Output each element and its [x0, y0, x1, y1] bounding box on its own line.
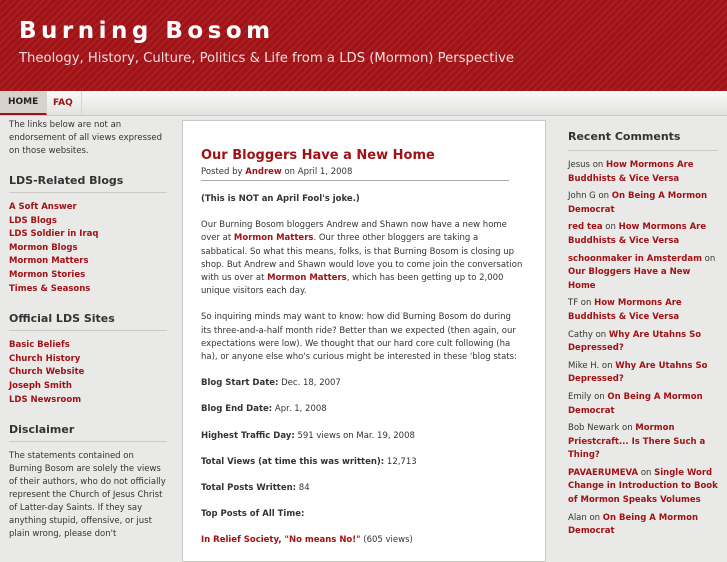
comment-on: on [605, 222, 616, 233]
right-sidebar [568, 130, 718, 543]
paragraph-text: . Our three other bloggers are taking a sabbatical. So what this means, folks, is that Burning Bosom is closing up shop. But Andrew and Shawn would love you to come join the conversation with us over at [201, 233, 523, 284]
comment-post-link[interactable]: On Being A Mormon Democrat [568, 191, 708, 215]
stat-value: 591 views on Mar. 19, 2008 [297, 430, 415, 441]
sidebar-link[interactable]: Mormon Stories [9, 269, 86, 280]
sidebar-link[interactable]: LDS Soldier in Iraq [9, 229, 99, 240]
comment-on: on [589, 512, 601, 523]
comment-author[interactable]: schoonmaker in Amsterdam [568, 253, 702, 264]
recent-comment-item [568, 512, 718, 539]
comment-post-link[interactable]: How Mormons Are Buddhists & Vice Versa [568, 160, 694, 184]
comment-post-link[interactable]: Our Bloggers Have a New Home [568, 267, 691, 291]
top-post-views: (605 views) [363, 535, 413, 546]
stat-label: Blog End Date: [201, 404, 273, 415]
mormon-matters-link[interactable]: Mormon Matters [233, 233, 314, 244]
sidebar-link[interactable]: Mormon Blogs [9, 242, 78, 253]
comment-on: on [595, 329, 607, 340]
comment-on: on [592, 160, 604, 170]
stat-line [201, 456, 523, 469]
post-body [201, 193, 523, 561]
stat-label: Total Views (at time this was written): [201, 456, 385, 467]
stat-value: 84 [298, 483, 310, 494]
stat-line [201, 403, 523, 416]
stat-label: Highest Traffic Day: [201, 430, 295, 441]
paragraph-text: , which has been getting up to 2,000 unique visitors each day. [201, 273, 504, 297]
comment-author[interactable]: red tea [568, 222, 603, 233]
top-posts-heading [201, 508, 523, 521]
comment-on: on [622, 423, 633, 434]
comment-on: on [598, 191, 610, 202]
post-content [182, 120, 546, 562]
post-paragraph: So inquiring minds may want to know: how did Burning Bosom do during its three-and-a-half month ride? Better than we expected (then again, our expectations were low). We thought that our hard core cult following (ha ha), or anyone else who's curious might be interested in these 'blog stats: [201, 312, 517, 363]
nav-bar [0, 91, 727, 116]
disclaimer-heading: Disclaimer [9, 423, 167, 442]
disclaimer-text: The statements contained on Burning Bosom are solely the views of their authors, who do not officially represent the Church of Jesus Christ of Latter-day Saints. If they say anything stupid, offensive, or just plain wrong, please don't [9, 451, 166, 540]
comment-on: on [704, 253, 716, 264]
comment-author: Mike H. [568, 360, 600, 371]
endorsement-note: The links below are not an endorsement of all views expressed on those websites. [9, 120, 163, 156]
site-description: Theology, History, Culture, Politics & Life from a LDS (Mormon) Perspective [19, 51, 515, 66]
top-posts-label: Top Posts of All Time: [201, 509, 305, 520]
sidebar-link[interactable]: Basic Beliefs [9, 340, 70, 351]
official-sites-heading: Official LDS Sites [9, 312, 167, 331]
comment-author: Bob Newark [568, 423, 620, 434]
post-title[interactable]: Our Bloggers Have a New Home [201, 148, 435, 163]
comment-post-link[interactable]: Why Are Utahns So Depressed? [568, 360, 708, 385]
paragraph-text: Our Burning Bosom bloggers Andrew and Shawn now have a new home over at [201, 220, 507, 244]
top-post-link[interactable]: , "No means No!" [278, 535, 361, 546]
comment-author: Cathy [568, 329, 593, 340]
stat-line [201, 377, 523, 390]
comment-post-link[interactable]: Why Are Utahns So Depressed? [568, 329, 702, 354]
recent-comment-item [568, 391, 718, 418]
recent-comment-item [568, 253, 718, 294]
comment-author: Alan [568, 512, 587, 523]
comment-author: Jesus [568, 160, 590, 170]
comment-post-link[interactable]: On Being A Mormon Democrat [568, 512, 699, 537]
stat-label: Total Posts Written: [201, 483, 297, 494]
stat-line [201, 430, 523, 443]
recent-comment-item [568, 190, 718, 217]
recent-comments-list [568, 159, 718, 539]
sidebar-link[interactable]: Times & Seasons [9, 283, 91, 294]
nav-tab-faq[interactable]: FAQ [45, 91, 82, 115]
nav-tab-home[interactable]: HOME [0, 91, 47, 115]
post-meta [201, 167, 509, 181]
comment-post-link[interactable]: Single Word Change in Introduction to Book of Mormon Speaks Volumes [568, 467, 718, 506]
post-paragraph [201, 219, 523, 298]
sidebar-link[interactable]: LDS Blogs [9, 215, 57, 226]
official-sites-list [9, 339, 167, 407]
recent-comment-item [568, 159, 718, 186]
sidebar-link[interactable]: LDS Newsroom [9, 394, 82, 405]
recent-comment-item [568, 422, 718, 463]
mormon-matters-link[interactable]: Mormon Matters [267, 273, 347, 284]
stat-label: Blog Start Date: [201, 378, 279, 389]
comment-post-link[interactable]: How Mormons Are Buddhists & Vice Versa [568, 222, 707, 246]
recent-comment-item [568, 221, 718, 248]
stat-value: 12,713 [386, 456, 417, 467]
top-post-item [201, 534, 523, 547]
left-sidebar [9, 119, 167, 541]
comment-author[interactable]: PAVAERUMEVA [568, 467, 639, 478]
lds-blogs-heading: LDS-Related Blogs [9, 174, 167, 193]
lds-blogs-list [9, 201, 167, 296]
post-author-link[interactable]: Andrew [245, 167, 282, 177]
comment-author: Emily [568, 391, 592, 402]
comment-author: John G [568, 191, 596, 202]
sidebar-link[interactable]: Church Website [9, 367, 85, 378]
recent-comment-item [568, 329, 718, 356]
stat-line [201, 482, 523, 495]
sidebar-link[interactable]: Joseph Smith [9, 380, 72, 391]
comment-post-link[interactable]: Mormon Priestcraft... Is There Such a Thing? [568, 423, 706, 461]
sidebar-link[interactable]: Mormon Matters [9, 256, 89, 267]
post-intro: (This is NOT an April Fool's joke.) [201, 194, 360, 204]
stat-value: Dec. 18, 2007 [281, 378, 341, 389]
comment-on: on [594, 391, 605, 402]
stat-value: Apr. 1, 2008 [274, 404, 327, 415]
sidebar-link[interactable]: A Soft Answer [9, 202, 77, 212]
site-title[interactable]: Burning Bosom [19, 18, 275, 44]
recent-comment-item [568, 360, 718, 387]
comment-on: on [601, 360, 613, 371]
sidebar-link[interactable]: Church History [9, 353, 81, 364]
recent-comment-item [568, 467, 718, 508]
site-header [0, 0, 727, 91]
comment-on: on [580, 298, 592, 309]
comment-on: on [640, 467, 652, 478]
recent-comments-heading: Recent Comments [568, 130, 718, 151]
comment-post-link[interactable]: On Being A Mormon Democrat [568, 391, 703, 416]
comment-post-link[interactable]: How Mormons Are Buddhists & Vice Versa [568, 298, 682, 322]
recent-comment-item [568, 297, 718, 324]
top-post-link[interactable]: In Relief Society [201, 535, 279, 546]
meta-date: on April 1, 2008 [284, 167, 353, 177]
comment-author: TF [568, 298, 579, 309]
meta-prefix: Posted by [201, 167, 243, 177]
